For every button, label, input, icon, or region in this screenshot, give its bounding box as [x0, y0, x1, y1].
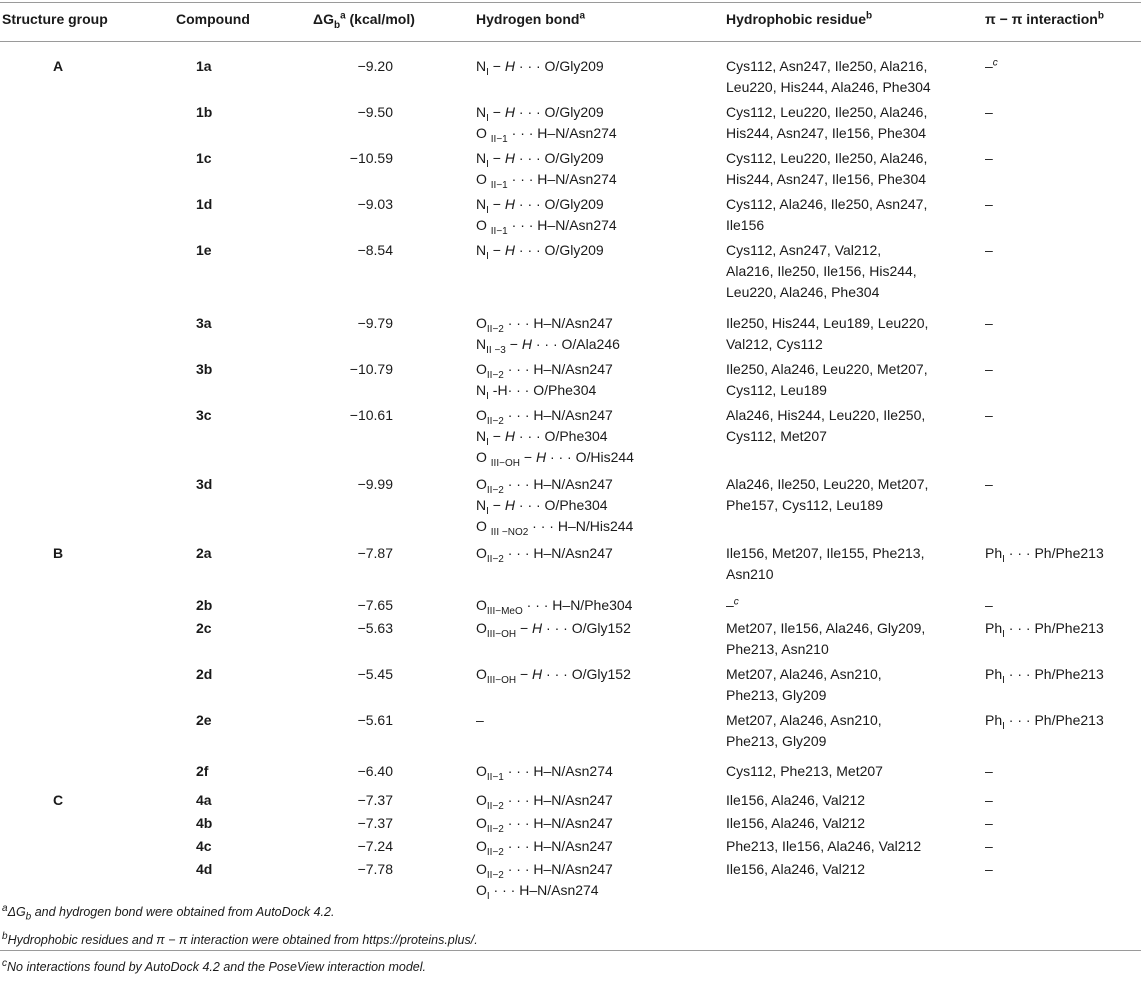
pi-pi-interaction-cell	[985, 618, 1104, 639]
pi-pi-interaction-cell	[985, 56, 998, 77]
pi-pi-interaction-line: –	[985, 104, 993, 120]
pi-pi-interaction-line: –	[985, 150, 993, 166]
pi-pi-interaction-line: $Ph_I$ · · · Ph/Phe213	[985, 545, 1104, 565]
hydrophobic-residue-line: Ala246, His244, Leu220, Ile250,	[726, 407, 926, 423]
delta-g-cell: −7.65	[357, 597, 393, 613]
hydrogen-bond-line: $O_{II-2}$ · · · H–N/Asn247	[476, 407, 613, 427]
hydrogen-bond-cell	[476, 813, 613, 834]
hydrogen-bond-cell	[476, 836, 613, 857]
hydrophobic-residue-line: Met207, Ala246, Asn210,	[726, 712, 882, 728]
hydrophobic-residue-line: Ile156, Ala246, Val212	[726, 792, 866, 808]
hydrophobic-residue-line: Cys112, Asn247, Val212,	[726, 242, 882, 258]
hydrophobic-residue-line: Leu220, Ala246, Phe304	[726, 284, 880, 300]
pi-pi-interaction-line: –	[985, 838, 993, 854]
delta-g-cell: −9.50	[357, 104, 393, 120]
pi-pi-interaction-cell	[985, 405, 993, 426]
hydrogen-bond-line: $O_{II-1}$ · · · H–N/Asn274	[476, 763, 613, 783]
compound-cell: 3a	[196, 315, 212, 331]
delta-g-cell: −10.59	[349, 150, 393, 166]
hydrogen-bond-line: $N_I - H$ · · · O/Gly209	[476, 58, 604, 78]
pi-pi-interaction-line: $Ph_I$ · · · Ph/Phe213	[985, 666, 1104, 686]
hydrogen-bond-cell	[476, 859, 613, 901]
hydrogen-bond-line: O $_{II-1}$ · · · H–N/Asn274	[476, 171, 617, 191]
pi-pi-interaction-line: –	[985, 597, 993, 613]
hydrophobic-residue-line: Met207, Ala246, Asn210,	[726, 666, 882, 682]
delta-g-cell: −9.03	[357, 196, 393, 212]
pi-pi-interaction-cell	[985, 761, 993, 782]
compound-cell: 2a	[196, 545, 212, 561]
hydrogen-bond-line: $N_I - H$ · · · O/Phe304	[476, 497, 608, 517]
delta-g-cell: −10.79	[349, 361, 393, 377]
hydrogen-bond-cell	[476, 102, 617, 144]
hydrophobic-residue-cell	[726, 240, 917, 303]
hydrogen-bond-line: $O_{II-2}$ · · · H–N/Asn247	[476, 545, 613, 565]
hydrophobic-residue-line: Ile156, Ala246, Val212	[726, 815, 866, 831]
hydrophobic-residue-cell	[726, 595, 739, 616]
hydrophobic-residue-cell	[726, 148, 927, 190]
pi-pi-interaction-line: –	[985, 792, 993, 808]
compound-cell: 4a	[196, 792, 212, 808]
hydrophobic-residue-cell	[726, 56, 931, 98]
pi-pi-interaction-line: –	[985, 407, 993, 423]
compound-cell: 3c	[196, 407, 212, 423]
hydrogen-bond-cell	[476, 595, 632, 616]
pi-pi-interaction-line: –	[985, 476, 993, 492]
hydrogen-bond-cell	[476, 194, 617, 236]
hydrophobic-residue-line: Cys112, Leu189	[726, 382, 827, 398]
pi-pi-interaction-line: –	[985, 861, 993, 877]
hydrogen-bond-line: –	[476, 712, 484, 728]
hydrogen-bond-cell	[476, 474, 633, 537]
hydrophobic-residue-line: Ile250, Ala246, Leu220, Met207,	[726, 361, 928, 377]
hydrogen-bond-cell	[476, 313, 620, 355]
hydrophobic-residue-line: Ile156, Ala246, Val212	[726, 861, 866, 877]
pi-pi-interaction-cell	[985, 595, 993, 616]
hydrogen-bond-cell	[476, 56, 604, 77]
hydrophobic-residue-cell	[726, 102, 927, 144]
pi-pi-interaction-line: –$^c$	[985, 57, 998, 74]
hydrogen-bond-line: $O_{II-2}$ · · · H–N/Asn247	[476, 838, 613, 858]
pi-pi-interaction-cell	[985, 148, 993, 169]
hydrogen-bond-cell	[476, 148, 617, 190]
hydrophobic-residue-line: Phe157, Cys112, Leu189	[726, 497, 883, 513]
hydrogen-bond-line: $O_{II-2}$ · · · H–N/Asn247	[476, 361, 613, 381]
delta-g-cell: −6.40	[357, 763, 393, 779]
hydrophobic-residue-line: Cys112, Ala246, Ile250, Asn247,	[726, 196, 928, 212]
compound-cell: 2c	[196, 620, 212, 636]
delta-g-cell: −5.61	[357, 712, 393, 728]
pi-pi-interaction-cell	[985, 710, 1104, 731]
hydrogen-bond-line: $O_I$ · · · H–N/Asn274	[476, 882, 599, 902]
hydrophobic-residue-line: Phe213, Gly209	[726, 733, 827, 749]
pi-pi-interaction-cell	[985, 664, 1104, 685]
hydrophobic-residue-cell	[726, 474, 928, 516]
compound-cell: 1c	[196, 150, 212, 166]
footnote-a: $^a\Delta G_b$ and hydrogen bond were obtained from AutoDock 4.2.	[2, 902, 335, 923]
compound-cell: 4b	[196, 815, 213, 831]
hydrogen-bond-cell	[476, 618, 631, 639]
pi-pi-interaction-cell	[985, 194, 993, 215]
hydrogen-bond-cell	[476, 664, 631, 685]
footnote-b: $^b$Hydrophobic residues and π − π interaction were obtained from https://proteins.plus/.	[2, 930, 478, 947]
delta-g-cell: −8.54	[357, 242, 393, 258]
hydrogen-bond-line: $O_{III-MeO}$ · · · H–N/Phe304	[476, 597, 633, 617]
hydrophobic-residue-line: Phe213, Ile156, Ala246, Val212	[726, 838, 922, 854]
delta-g-cell: −9.99	[357, 476, 393, 492]
hydrophobic-residue-line: Ile156, Met207, Ile155, Phe213,	[726, 545, 925, 561]
hydrogen-bond-cell	[476, 405, 634, 468]
hydrogen-bond-line: O $_{III -NO2}$ · · · H–N/His244	[476, 518, 634, 538]
structure-group-cell: B	[53, 545, 64, 561]
hydrogen-bond-cell	[476, 359, 613, 401]
header-rule	[0, 41, 1141, 42]
pi-pi-interaction-line: –	[985, 361, 993, 377]
hydrogen-bond-line: $N_I - H$ · · · O/Gly209	[476, 196, 604, 216]
delta-g-cell: −5.63	[357, 620, 393, 636]
pi-pi-interaction-line: –	[985, 815, 993, 831]
pi-pi-interaction-cell	[985, 240, 993, 261]
hydrophobic-residue-line: Cys112, Leu220, Ile250, Ala246,	[726, 104, 928, 120]
hydrophobic-residue-cell	[726, 359, 928, 401]
hydrogen-bond-line: $N_{II -3} - H$ · · · O/Ala246	[476, 336, 620, 356]
hydrophobic-residue-line: –$^c$	[726, 596, 739, 613]
hydrogen-bond-line: O $_{II-1}$ · · · H–N/Asn274	[476, 125, 617, 145]
hydrophobic-residue-line: Cys112, Phe213, Met207	[726, 763, 883, 779]
hydrophobic-residue-line: Ile250, His244, Leu189, Leu220,	[726, 315, 929, 331]
delta-g-cell: −7.37	[357, 792, 393, 808]
hydrogen-bond-line: $O_{II-2}$ · · · H–N/Asn247	[476, 315, 613, 335]
hydrophobic-residue-line: Val212, Cys112	[726, 336, 823, 352]
hydrogen-bond-cell	[476, 240, 604, 261]
hydrophobic-residue-line: Ala216, Ile250, Ile156, His244,	[726, 263, 917, 279]
hydrophobic-residue-line: Cys112, Asn247, Ile250, Ala216,	[726, 58, 928, 74]
bottom-rule	[0, 950, 1141, 951]
pi-pi-interaction-cell	[985, 836, 993, 857]
pi-pi-interaction-cell	[985, 474, 993, 495]
hydrogen-bond-line: O $_{II-1}$ · · · H–N/Asn274	[476, 217, 617, 237]
hydrogen-bond-line: $O_{III-OH} - H$ · · · O/Gly152	[476, 666, 631, 686]
hydrophobic-residue-line: His244, Asn247, Ile156, Phe304	[726, 171, 927, 187]
delta-g-cell: −7.24	[357, 838, 393, 854]
hydrogen-bond-cell	[476, 710, 484, 731]
hydrogen-bond-line: $N_I - H$ · · · O/Gly209	[476, 242, 604, 262]
hydrogen-bond-line: $N_I$ -H· · · O/Phe304	[476, 382, 597, 402]
hydrophobic-residue-cell	[726, 543, 924, 585]
hydrophobic-residue-line: Cys112, Leu220, Ile250, Ala246,	[726, 150, 928, 166]
pi-pi-interaction-line: –	[985, 763, 993, 779]
compound-cell: 2e	[196, 712, 212, 728]
hydrogen-bond-line: $O_{II-2}$ · · · H–N/Asn247	[476, 476, 613, 496]
delta-g-cell: −7.87	[357, 545, 393, 561]
hydrophobic-residue-line: Asn210	[726, 566, 774, 582]
hydrophobic-residue-line: Met207, Ile156, Ala246, Gly209,	[726, 620, 926, 636]
compound-cell: 3d	[196, 476, 213, 492]
hydrogen-bond-line: $O_{II-2}$ · · · H–N/Asn247	[476, 792, 613, 812]
delta-g-cell: −9.20	[357, 58, 393, 74]
hydrogen-bond-cell	[476, 790, 613, 811]
hydrophobic-residue-line: Cys112, Met207	[726, 428, 827, 444]
compound-cell: 1b	[196, 104, 213, 120]
hydrophobic-residue-line: Leu220, His244, Ala246, Phe304	[726, 79, 931, 95]
hydrogen-bond-line: $O_{II-2}$ · · · H–N/Asn247	[476, 861, 613, 881]
hydrogen-bond-line: $O_{III-OH} - H$ · · · O/Gly152	[476, 620, 631, 640]
footnote-c: $^c$No interactions found by AutoDock 4.2 and the PoseView interaction model.	[2, 957, 427, 974]
hydrophobic-residue-line: Phe213, Gly209	[726, 687, 827, 703]
compound-cell: 1d	[196, 196, 213, 212]
header-delta-g: $\Delta G_b^a$ (kcal/mol)	[313, 10, 415, 31]
compound-cell: 2f	[196, 763, 209, 779]
hydrophobic-residue-line: Ile156	[726, 217, 765, 233]
pi-pi-interaction-line: –	[985, 242, 993, 258]
hydrophobic-residue-cell	[726, 813, 865, 834]
pi-pi-interaction-cell	[985, 102, 993, 123]
pi-pi-interaction-cell	[985, 790, 993, 811]
compound-cell: 1e	[196, 242, 212, 258]
pi-pi-interaction-cell	[985, 313, 993, 334]
header-hydrophobic-residue: Hydrophobic residue$^b$	[726, 10, 873, 27]
hydrophobic-residue-cell	[726, 194, 927, 236]
hydrogen-bond-cell	[476, 761, 613, 782]
hydrogen-bond-line: $N_I - H$ · · · O/Phe304	[476, 428, 608, 448]
hydrophobic-residue-cell	[726, 405, 925, 447]
hydrophobic-residue-line: Phe213, Asn210	[726, 641, 829, 657]
pi-pi-interaction-line: –	[985, 315, 993, 331]
pi-pi-interaction-cell	[985, 359, 993, 380]
hydrophobic-residue-cell	[726, 836, 921, 857]
compound-cell: 2d	[196, 666, 213, 682]
compound-cell: 3b	[196, 361, 213, 377]
hydrogen-bond-line: $N_I - H$ · · · O/Gly209	[476, 150, 604, 170]
delta-g-cell: −10.61	[349, 407, 393, 423]
pi-pi-interaction-line: $Ph_I$ · · · Ph/Phe213	[985, 712, 1104, 732]
delta-g-cell: −9.79	[357, 315, 393, 331]
top-rule	[0, 2, 1141, 3]
delta-g-cell: −7.37	[357, 815, 393, 831]
hydrogen-bond-line: $O_{II-2}$ · · · H–N/Asn247	[476, 815, 613, 835]
header-hydrogen-bond: Hydrogen bond$^a$	[476, 10, 585, 27]
pi-pi-interaction-line: $Ph_I$ · · · Ph/Phe213	[985, 620, 1104, 640]
header-pi-pi-interaction: π − π interaction$^b$	[985, 10, 1104, 27]
hydrophobic-residue-line: Ala246, Ile250, Leu220, Met207,	[726, 476, 929, 492]
compound-cell: 4c	[196, 838, 212, 854]
structure-group-cell: A	[53, 58, 64, 74]
pi-pi-interaction-cell	[985, 543, 1104, 564]
header-compound: Compound	[176, 11, 250, 27]
hydrophobic-residue-cell	[726, 761, 883, 782]
hydrophobic-residue-cell	[726, 859, 865, 880]
hydrophobic-residue-cell	[726, 618, 925, 660]
compound-cell: 1a	[196, 58, 212, 74]
compound-cell: 2b	[196, 597, 213, 613]
delta-g-cell: −7.78	[357, 861, 393, 877]
hydrophobic-residue-cell	[726, 664, 882, 706]
structure-group-cell: C	[53, 792, 64, 808]
hydrogen-bond-line: $N_I - H$ · · · O/Gly209	[476, 104, 604, 124]
pi-pi-interaction-cell	[985, 859, 993, 880]
hydrophobic-residue-cell	[726, 790, 865, 811]
hydrogen-bond-cell	[476, 543, 613, 564]
hydrophobic-residue-line: His244, Asn247, Ile156, Phe304	[726, 125, 927, 141]
delta-g-cell: −5.45	[357, 666, 393, 682]
pi-pi-interaction-cell	[985, 813, 993, 834]
hydrophobic-residue-cell	[726, 313, 928, 355]
pi-pi-interaction-line: –	[985, 196, 993, 212]
header-structure-group: Structure group	[2, 11, 108, 27]
compound-cell: 4d	[196, 861, 213, 877]
hydrophobic-residue-cell	[726, 710, 882, 752]
hydrogen-bond-line: O $_{III-OH}$ − H · · · O/His244	[476, 449, 634, 469]
